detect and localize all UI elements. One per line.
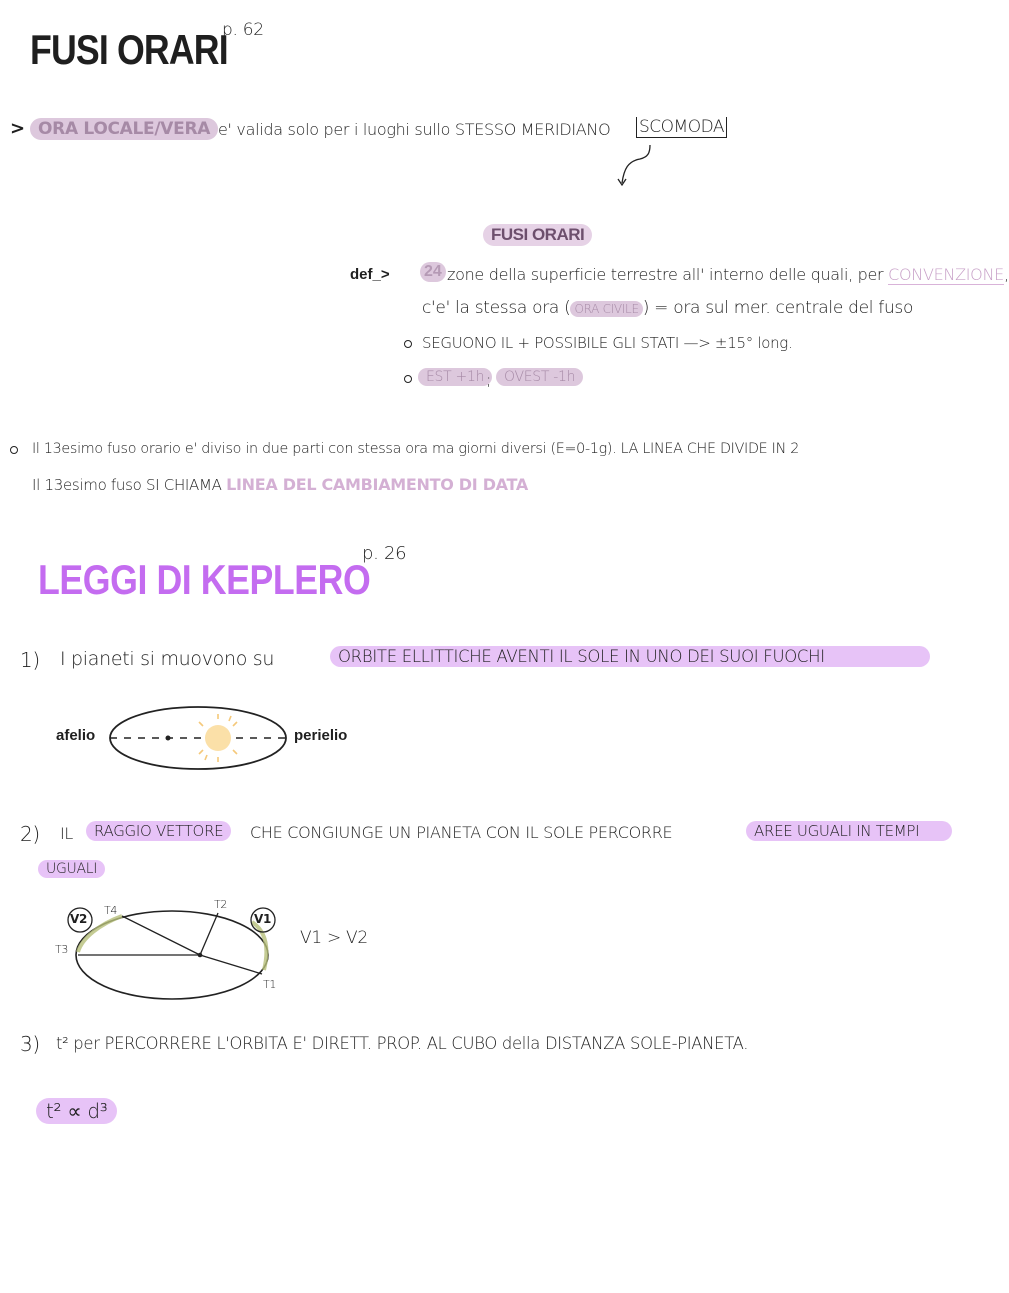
convenzione-text: CONVENZIONE [888,265,1004,284]
t2-label: T2 [214,898,228,911]
bullet-circle-1 [404,340,412,348]
ora-locale-highlight: ORA LOCALE/VERA [30,118,218,140]
t1-label: T1 [263,978,277,991]
v2-label: V2 [70,912,88,926]
law2-text: CHE CONGIUNGE UN PIANETA CON IL SOLE PERCORRE [250,823,673,842]
raggio-highlight: RAGGIO VETTORE [86,821,231,841]
t4-label: T4 [104,904,118,917]
sun-icon [199,714,237,762]
page-title-keplero: LEGGI DI KEPLERO [38,556,371,603]
law1-text: I pianeti si muovono su [60,648,275,670]
law1-highlight: ORBITE ELLITTICHE AVENTI IL SOLE IN UNO DEI SUOI FUOCHI [330,646,930,667]
def-label: def_> [350,266,390,283]
scomoda-arrow [610,143,660,193]
orbit-diagram-1 [100,700,300,780]
bullet-stati: SEGUONO IL + POSSIBILE GLI STATI —> ±15° long. [422,334,793,352]
law2-number: 2) [20,822,40,846]
est-highlight: EST +1h [418,368,492,386]
fuso13-line2: Il 13esimo fuso SI CHIAMA LINEA DEL CAMBIAMENTO DI DATA [32,475,528,494]
afelio-label: afelio [56,727,96,744]
v1-label: V1 [254,912,272,926]
def-number: 24 [420,262,446,282]
velocity-relation: V1 > V2 [300,928,368,948]
def-line2: c'e' la stessa ora ( ORA CIVILE ) = ora sul mer. centrale del fuso [422,298,914,318]
ora-locale-text: e' valida solo per i luoghi sullo STESSO MERIDIANO [218,120,611,139]
scomoda-box: SCOMODA [636,117,727,138]
bullet-circle-2 [404,375,412,383]
law1-number: 1) [20,648,40,672]
page-title-fusi: FUSI ORARI [30,26,228,73]
separator: ; [486,370,492,389]
perielio-label: perielio [294,727,348,744]
law3-text: t² per PERCORRERE L'ORBITA E' DIRETT. PROP. AL CUBO della DISTANZA SOLE-PIANETA. [56,1034,749,1053]
linea-cambiamento: LINEA DEL CAMBIAMENTO DI DATA [226,475,528,494]
fusi-subtitle: FUSI ORARI [483,224,592,246]
formula-highlight: t² ∝ d³ [36,1098,117,1124]
law3-number: 3) [20,1032,40,1056]
ora-civile-highlight: ORA CIVILE [570,301,642,317]
def-line1: zone della superficie terrestre all' interno delle quali, per CONVENZIONE, [447,265,1009,284]
law2-il: IL [60,824,74,843]
t3-label: T3 [55,943,69,956]
uguali-highlight: UGUALI [38,860,105,878]
bullet-arrow: > [10,118,26,139]
page-ref-keplero: p. 26 [362,543,407,564]
bullet-circle-3 [10,446,18,454]
aree-highlight: AREE UGUALI IN TEMPI [746,821,952,841]
ovest-highlight: OVEST -1h [496,368,583,386]
page-ref-fusi: p. 62 [222,20,264,40]
fuso13-line1: Il 13esimo fuso orario e' diviso in due parti con stessa ora ma giorni diversi (E=0-1g). LA LINEA CHE DIVIDE IN 2 [32,441,799,457]
